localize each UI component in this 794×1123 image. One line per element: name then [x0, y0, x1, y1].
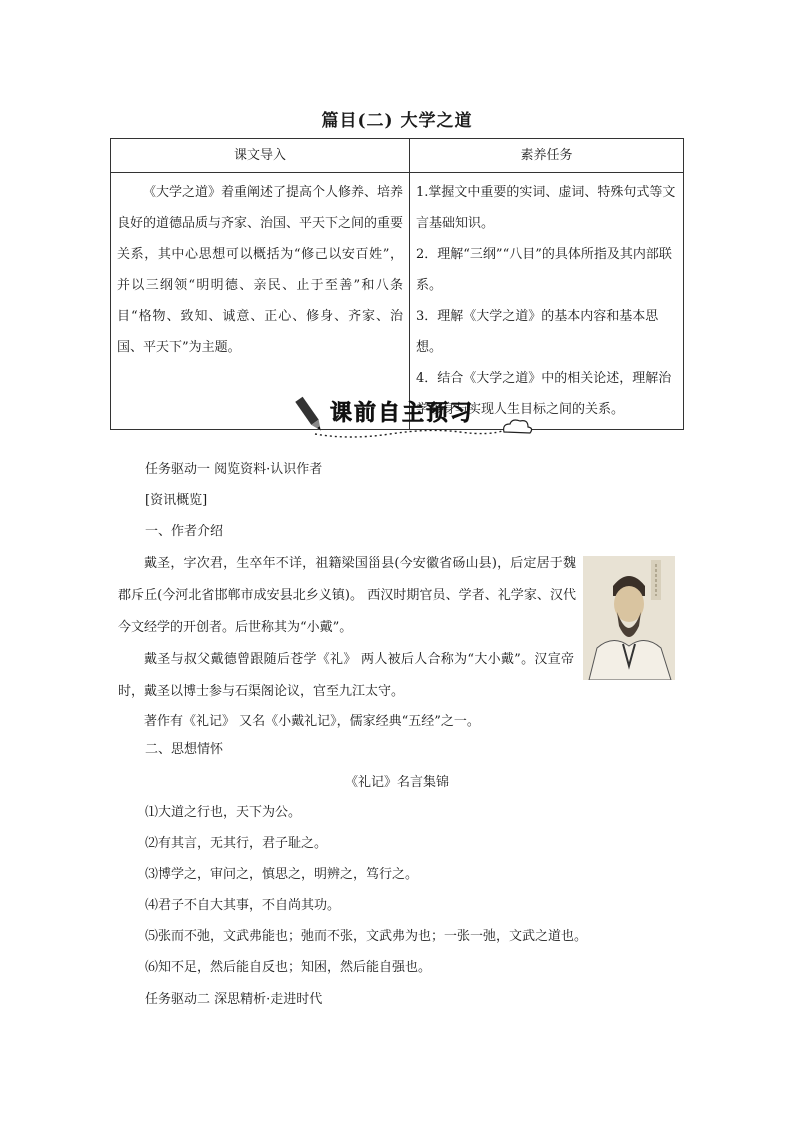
- section-banner: [290, 392, 540, 442]
- intro-text: 《大学之道》着重阐述了提高个人修养、培养良好的道德品质与齐家、治国、平天下之间的重要关系，其中心思想可以概括为“修己以安百姓”，并以三纲领“明明德、亲民、止于至善”和八条目“格物、致知、诚意、正心、修身、齐家、治国、平天下”为主题。: [111, 173, 410, 430]
- quote-item: ⑴大道之行也，天下为公。: [145, 805, 302, 820]
- section-heading-thought: 二、思想情怀: [145, 742, 224, 757]
- banner-title: 课前自主预习: [330, 400, 475, 426]
- task-item: 3．理解《大学之道》的基本内容和基本思想。: [416, 309, 659, 355]
- task2-heading: 任务驱动二 深思精析·走进时代: [145, 992, 323, 1007]
- task-list: [410, 173, 684, 430]
- quotes-title: 《礼记》名言集锦: [344, 775, 449, 790]
- author-paragraph: 戴圣，字次君，生卒年不详，祖籍梁国甾县(今安徽省砀山县)，后定居于魏郡斥丘(今河北省邯郸市成安县北乡义镇)。 西汉时期官员、学者、礼学家、汉代今文经学的开创者。后世称其为“小戴”。: [118, 556, 576, 635]
- quote-item: ⑹知不足，然后能自反也；知困，然后能自强也。: [145, 960, 432, 975]
- quote-item: ⑵有其言，无其行，君子耻之。: [145, 836, 328, 851]
- cloud-icon: [504, 420, 532, 433]
- section-heading-author: 一、作者介绍: [145, 524, 224, 539]
- info-label: [资讯概览]: [145, 493, 208, 508]
- task1-heading: 任务驱动一 阅览资料·认识作者: [145, 462, 323, 477]
- page-title: 篇目(二) 大学之道: [321, 111, 473, 131]
- quote-item: ⑸张而不弛，文武弗能也；弛而不张，文武弗为也；一张一弛，文武之道也。: [145, 929, 588, 944]
- task-item: 1.掌握文中重要的实词、虚词、特殊句式等文言基础知识。: [416, 185, 676, 231]
- task-item: 2．理解“三纲”“八目”的具体所指及其内部联系。: [416, 247, 672, 293]
- intro-table: [110, 138, 684, 430]
- quote-item: ⑶博学之，审问之，慎思之，明辨之，笃行之。: [145, 867, 419, 882]
- author-paragraph: 著作有《礼记》 又名《小戴礼记》，儒家经典“五经”之一。: [144, 714, 480, 729]
- table-header-tasks: 素养任务: [410, 139, 684, 173]
- task-item: 4．结合《大学之道》中的相关论述，理解治学修身与实现人生目标之间的关系。: [416, 371, 672, 417]
- quote-item: ⑷君子不自大其事，不自尚其功。: [145, 898, 341, 913]
- table-header-intro: 课文导入: [111, 139, 410, 173]
- author-portrait: [583, 556, 675, 680]
- author-paragraph: 戴圣与叔父戴德曾跟随后苍学《礼》 两人被后人合称为“大小戴”。汉宣帝时，戴圣以博士参与石渠阁论议，官至九江太守。: [118, 652, 574, 699]
